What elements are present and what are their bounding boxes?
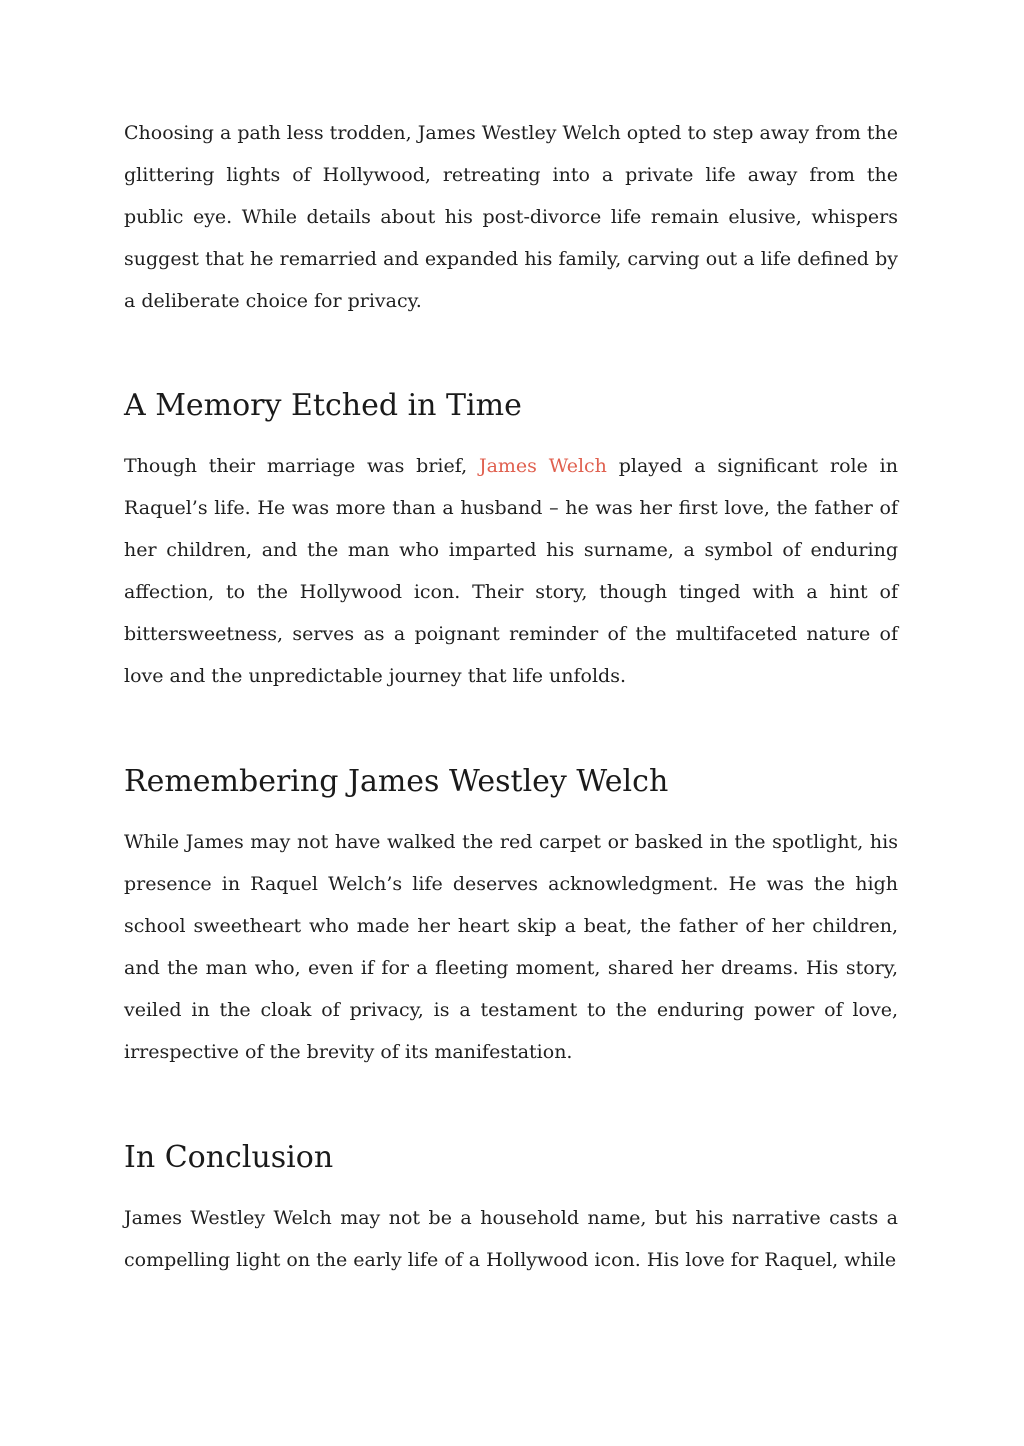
section-paragraph-remembering: While James may not have walked the red carpet or basked in the spotlight, his presence in Raquel Welch’s life deserves acknowledgment. He was the high school sweetheart who made her heart skip a beat, the father of her children, and the man who, even if for a fleeting moment, shared her dreams. His story, veiled in the cloak of privacy, is a testament to the enduring power of love, irrespective of the brevity of its manifestation. [124, 831, 898, 1063]
intro-paragraph: Choosing a path less trodden, James Westley Welch opted to step away from the glittering lights of Hollywood, retreating into a private life away from the public eye. While details about his post-divorce life remain elusive, whispers suggest that he remarried and expanded his family, carving out a life defined by a deliberate choice for privacy. [124, 122, 898, 312]
james-welch-link[interactable]: James Welch [478, 455, 607, 477]
section-heading-conclusion: In Conclusion [124, 1140, 334, 1175]
paragraph-text-before-link: Though their marriage was brief, [124, 455, 479, 477]
section-paragraph-memory [124, 445, 898, 697]
article-body [124, 112, 898, 1281]
section-heading-remembering: Remembering James Westley Welch [124, 764, 669, 799]
section-paragraph-conclusion: James Westley Welch may not be a household name, but his narrative casts a compelling light on the early life of a Hollywood icon. His love for Raquel, while [124, 1207, 898, 1271]
paragraph-text-after-link: played a significant role in Raquel’s life. He was more than a husband – he was her first love, the father of her children, and the man who imparted his surname, a symbol of enduring affection, to the Hollywood icon. Their story, though tinged with a hint of bittersweetness, serves as a poignant reminder of the multifaceted nature of love and the unpredictable journey that life unfolds. [124, 455, 898, 687]
section-heading-memory: A Memory Etched in Time [124, 388, 522, 423]
